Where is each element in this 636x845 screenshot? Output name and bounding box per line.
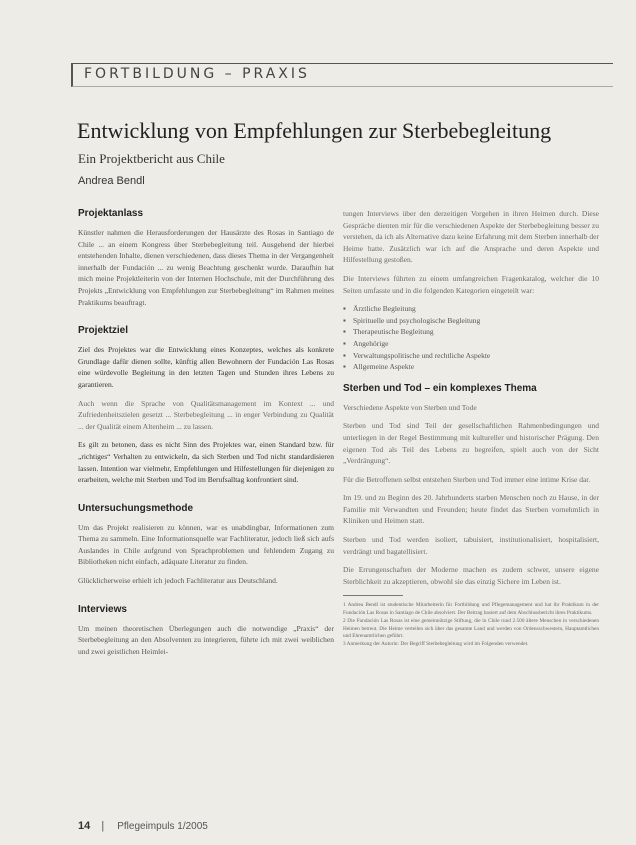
rubric-label: FORTBILDUNG – PRAXIS <box>84 66 310 82</box>
paragraph: Künstler nahmen die Herausforderungen der Hausärzte des Rosas in Santiago de Chile ... an einem Kongress über Sterbebegleitung teil. Ausgehend der hierbei entstehenden Inhalte, dienen verschiedenen, dass dieses Thema in der Vergangenheit innerhalb der Fundación ... zu wenig Beachtung geschenkt wurde. Daraufhin hat mich meine Projektleiterin von der Internen Hochschule, mit der Durchführung des Projekts „Entwicklung von Empfehlungen zur Sterbebegleitung“ im Rahmen meines Praktikums beauftragt. <box>78 228 334 307</box>
category-list <box>343 303 599 373</box>
paragraph: Für die Betroffenen selbst entstehen Sterben und Tod immer eine intime Krise dar. <box>343 474 591 484</box>
section-heading: Untersuchungsmethode <box>78 502 194 514</box>
paragraph: Es gilt zu betonen, dass es nicht Sinn des Projektes war, einen Standard bzw. für „richtiges“ Verhalten zu entwickeln, da sich Sterben und Tod nicht standardisieren lassen. Intention war vielmehr, Empfehlungen und Hilfestellungen für diejenigen zu erarbeiten, welche mit Sterben und Tod im Berufsalltag konfrontiert sind. <box>78 440 334 485</box>
paragraph: Die Interviews führten zu einem umfangreichen Fragenkatalog, welcher die 10 Seiten umfasste und in die folgenden Kategorien eingeteilt war: <box>343 273 599 295</box>
paragraph: Sterben und Tod werden isoliert, tabuisiert, institutionalisiert, hospitalisiert, verdrängt und bagatellisiert. <box>343 535 599 556</box>
paragraph: Verschiedene Aspekte von Sterben und Tode <box>343 402 477 412</box>
paragraph: Glücklicherweise erhielt ich jedoch Fachliteratur aus Deutschland. <box>78 576 278 586</box>
article-title: Entwicklung von Empfehlungen zur Sterbebegleitung <box>77 118 552 143</box>
section-heading: Sterben und Tod – ein komplexes Thema <box>343 382 537 394</box>
list-item: ▪ Therapeutische Begleitung <box>343 326 599 338</box>
footnote: 2 Die Fundación Las Rosas ist eine gemeinnützige Stiftung, die in Chile rund 2.500 ältere Menschen in verschiedenen Heimen betreut. Die Heime verteilen sich über das gesamte Land und werden von Ordensschwestern, Hauptamtlichen und Ehrenamtlichen geführt. <box>343 618 599 640</box>
list-item: ▪ Spirituelle und psychologische Begleitung <box>343 315 599 327</box>
paragraph: tungen Interviews über den derzeitigen Vorgehen in ihren Heimen durch. Diese Gespräche dienten mir für die verschiedenen Aspekte der Sterbebegleitung besser zu verstehen, da ich als Alternative dazu keine Erfahrung mit dem Sterben innerhalb der Heime hatte. Zusätzlich war ich auf die Ansprache und deren Aspekte und Hilfestellung gestoßen. <box>343 209 599 265</box>
article-subtitle: Ein Projektbericht aus Chile <box>78 151 225 166</box>
paragraph: Um meinen theoretischen Überlegungen auch die notwendige „Praxis“ der Sterbebegleitung an den Absolventen zu integrieren, führte ich mit zwei weiblichen und zwei geistlichen Heimlei- <box>78 623 334 656</box>
list-item: ▪ Angehörige <box>343 338 599 350</box>
paragraph: Die Errungenschaften der Moderne machen es zudem schwer, unsere eigene Sterblichkeit zu akzeptieren, obwohl sie das einzig Sichere im Leben ist. <box>343 565 599 586</box>
paragraph: Sterben und Tod sind Teil der gesellschaftlichen Rahmenbedingungen und unterliegen in der Regel Bestimmung mit kultureller und historischer Prägung. Den eigenen Tod als Teil des Lebens zu begreifen, spielt auch von der Sicht „Verdrängung“. <box>343 421 599 466</box>
paragraph: Ziel des Projektes war die Entwicklung eines Konzeptes, welches als konkrete Grundlage dafür dienen sollte, künftig allen Bewohnern der Fundación Las Rosas eine würdevolle Begleitung in den letzten Tagen und Stunden ihres Lebens zu garantieren. <box>78 345 334 389</box>
footnote: 3 Anmerkung der Autorin: Der Begriff Sterbebegleitung wird im Folgenden verwendet. <box>343 641 529 648</box>
paragraph: Um das Projekt realisieren zu können, war es unabdingbar, Informationen zum Thema zu sammeln. Eine Informationsquelle war Fachliteratur, jedoch ließ sich aufs Auslandes in Chile aufgrund von Sprachproblemen und fehlendem Zugang zu Bibliotheken nicht einfach, adäquate Literatur zu finden. <box>78 522 334 567</box>
page-number: 14 <box>78 820 91 832</box>
footnote-divider <box>343 595 403 596</box>
list-item: ▪ Verwaltungspolitische und rechtliche Aspekte <box>343 350 599 362</box>
paragraph: Auch wenn die Sprache von Qualitätsmanagement im Kontext ... und Zufriedenheitszielen gesetzt ... Sterbebegleitung ... in enger Verbindung zu Qualität ... der Qualität einem Altenheim ... zu lassen. <box>78 398 334 431</box>
footer-separator: | <box>101 820 105 832</box>
footnote: 1 Andrea Bendl ist studentische Mitarbeiterin für Fortbildung und Pflegemanagement und hat ihr Praktikum in der Fundación Las Rosas in Santiago de Chile absolviert. Der Beitrag basiert auf dem Abschlussbericht ihres Praktikums. <box>343 602 599 616</box>
page-footer <box>78 820 208 832</box>
magazine-issue: Pflegeimpuls 1/2005 <box>117 821 208 832</box>
section-heading: Projektanlass <box>78 208 144 219</box>
left-column <box>78 208 334 664</box>
section-heading: Projektziel <box>78 325 129 337</box>
paragraph: Im 19. und zu Beginn des 20. Jahrhunderts starben Menschen noch zu Hause, in der Familie mit Verwandten und Freunden; heute findet das Sterben vornehmlich in Kliniken und Heimen statt. <box>343 493 599 526</box>
list-item: ▪ Allgemeine Aspekte <box>343 361 599 373</box>
section-heading: Interviews <box>78 603 127 615</box>
list-item: ▪ Ärztliche Begleitung <box>343 303 599 315</box>
right-column <box>343 208 599 650</box>
article-author: Andrea Bendl <box>78 175 145 187</box>
